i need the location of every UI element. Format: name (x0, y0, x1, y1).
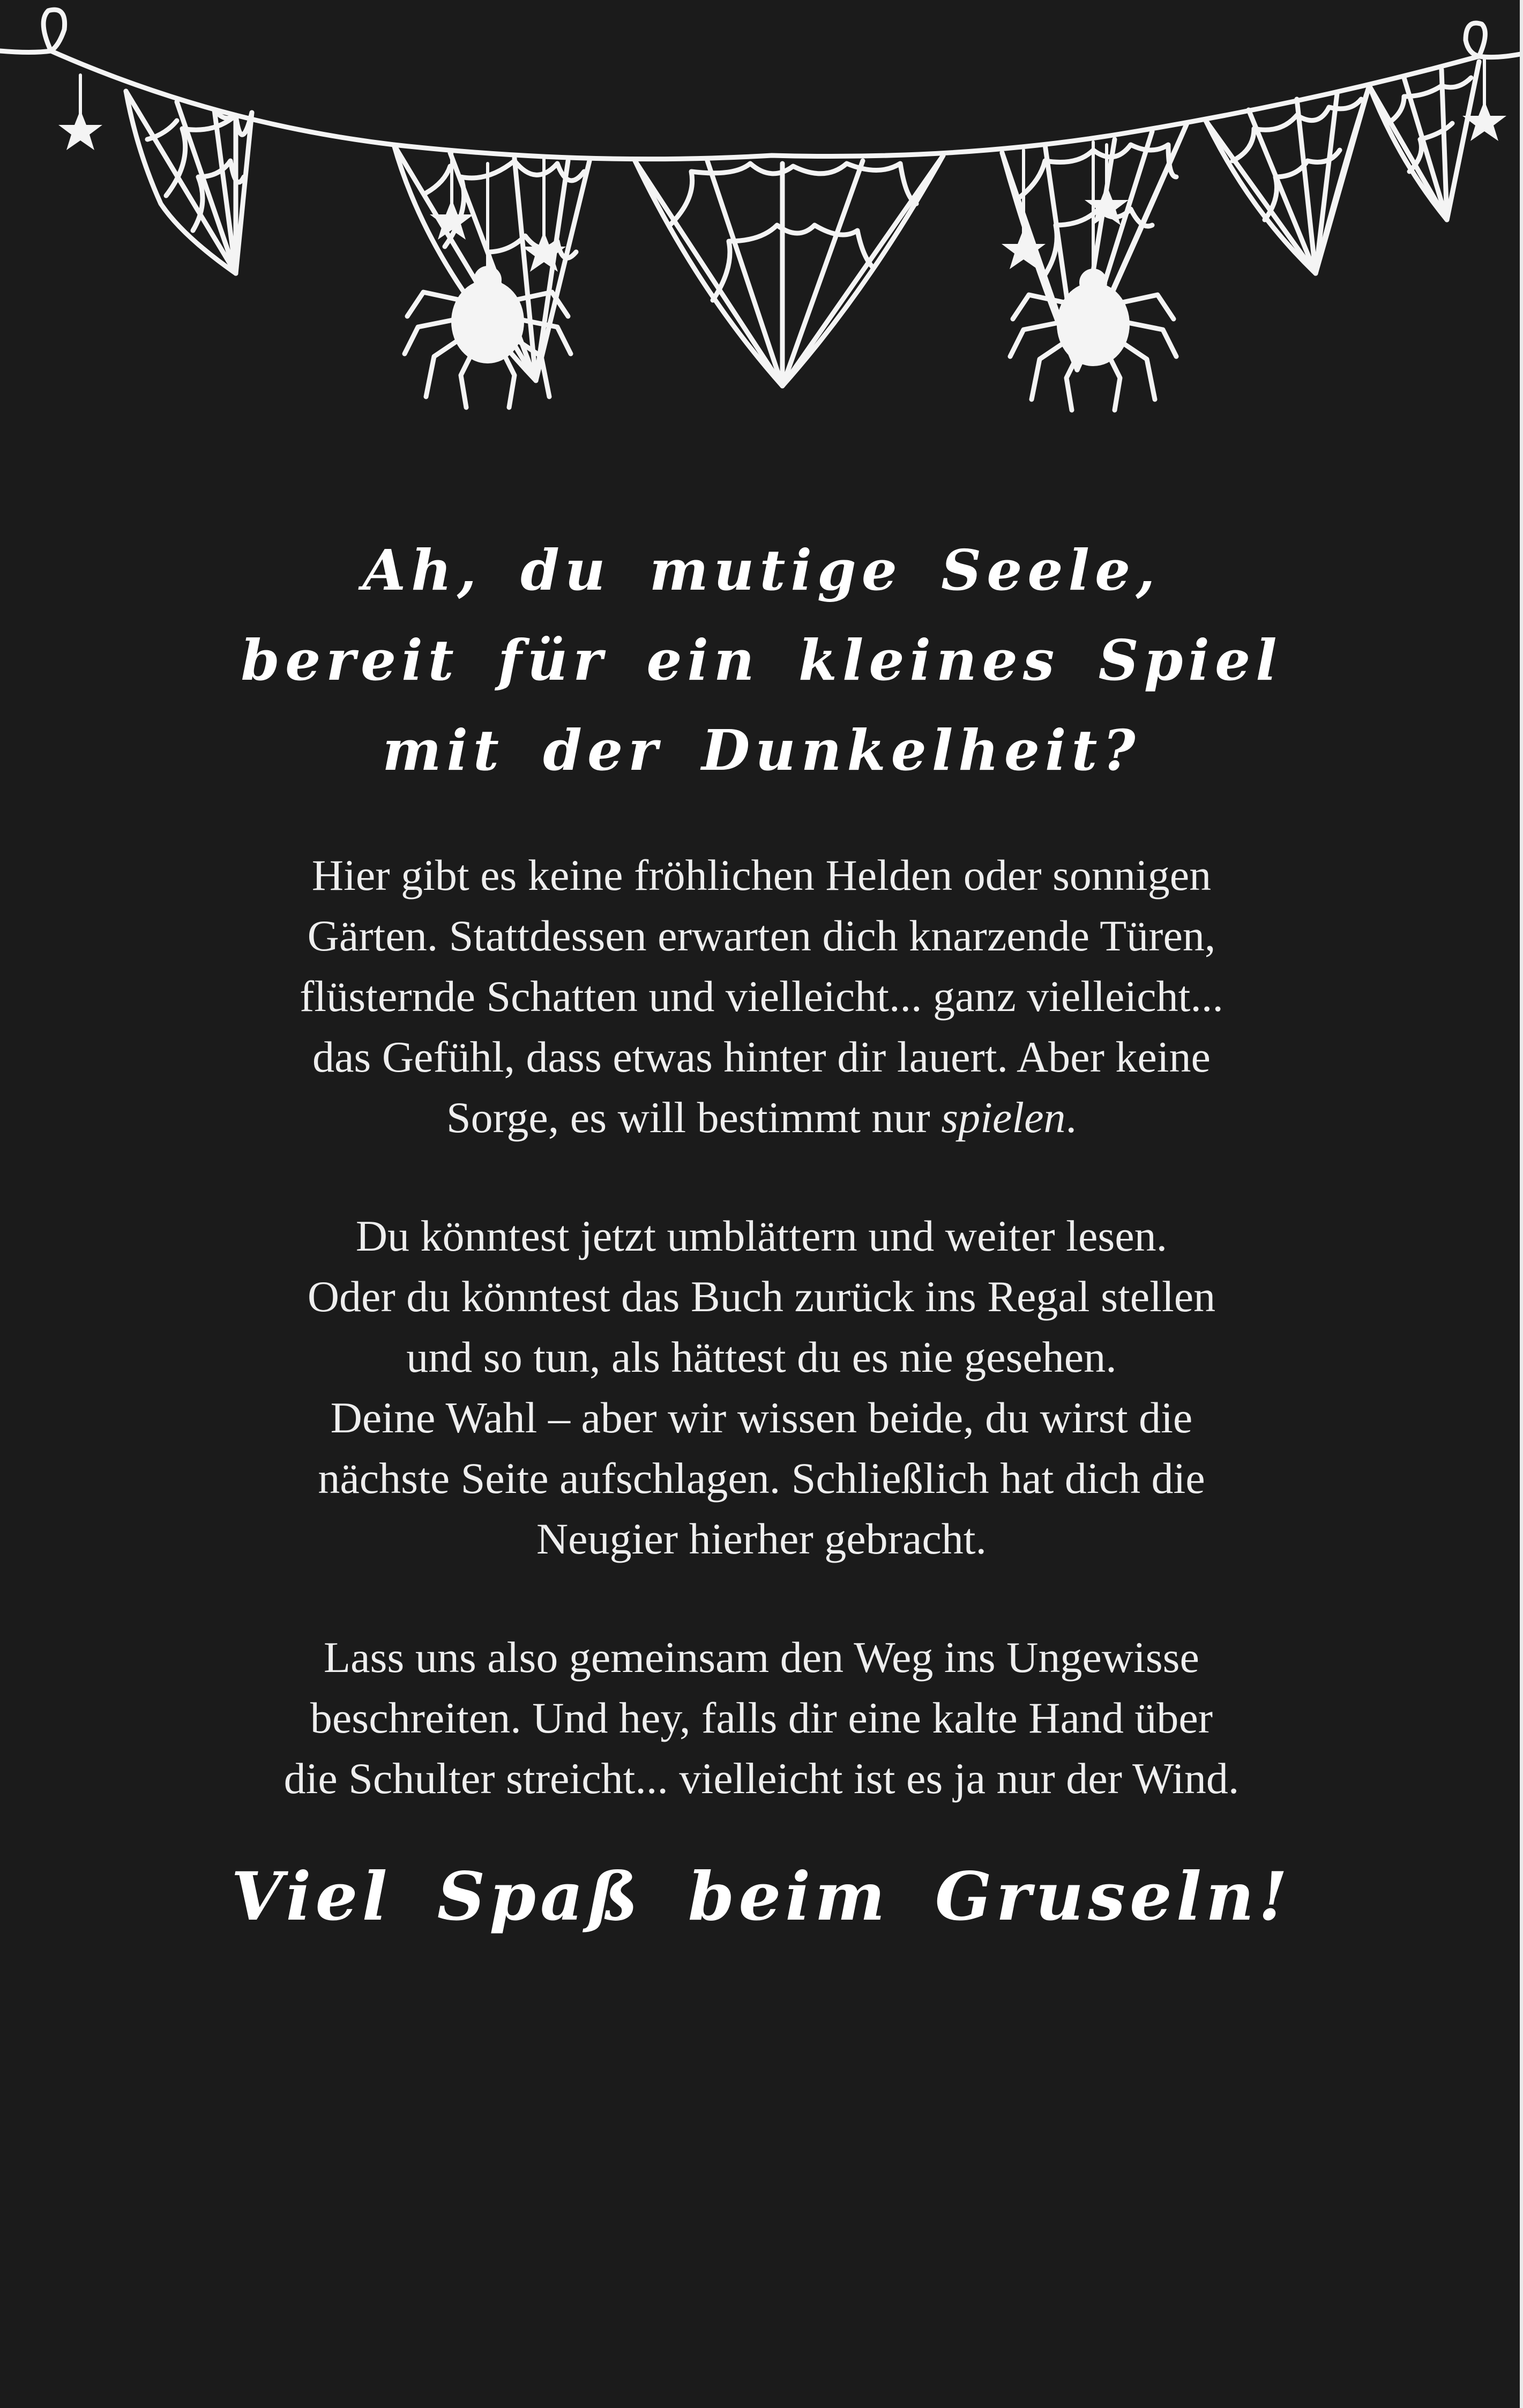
cobweb-garland (0, 0, 1523, 429)
closing-greeting: Viel Spaß beim Gruseln! (231, 1858, 1292, 1936)
text-line: das Gefühl, dass etwas hinter dir lauert. Aber keine (312, 1032, 1211, 1081)
string-loop-right-icon (1466, 23, 1523, 57)
text-line: nächste Seite aufschlagen. Schließlich hat dich die (318, 1454, 1205, 1503)
text-line: Hier gibt es keine fröhlichen Helden oder sonnigen (311, 851, 1212, 900)
spider-icon (1010, 269, 1176, 410)
text-fragment: Sorge, es will bestimmt nur (446, 1093, 942, 1142)
text-line: Gärten. Stattdessen erwarten dich knarzende Türen, (307, 911, 1216, 960)
text-line: Neugier hierher gebracht. (536, 1514, 987, 1563)
closing-paragraph (161, 1627, 1362, 1809)
text-line: Deine Wahl – aber wir wissen beide, du wirst die (330, 1393, 1193, 1442)
heading-line: bereit für ein kleines Spiel (241, 627, 1282, 693)
text-line: Lass uns also gemeinsam den Weg ins Ungewisse (324, 1633, 1199, 1682)
page-heading (161, 525, 1362, 796)
text-line: Oder du könntest das Buch zurück ins Regal stellen (307, 1272, 1216, 1321)
cobweb-icon (1369, 62, 1479, 220)
page-content (161, 525, 1362, 1943)
cobweb-icon (126, 91, 252, 273)
text-line: Du könntest jetzt umblättern und weiter lesen. (355, 1212, 1168, 1260)
text-line: die Schulter streicht... vielleicht ist es ja nur der Wind. (283, 1754, 1240, 1803)
text-line: flüsternde Schatten und vielleicht... ganz vielleicht... (300, 972, 1223, 1021)
emphasized-word: spielen (941, 1093, 1066, 1142)
star-icon (58, 110, 102, 150)
heading-line: mit der Dunkelheit? (382, 717, 1141, 783)
string-loop-left-icon (0, 10, 65, 52)
choice-paragraph (161, 1206, 1362, 1569)
star-icon (1085, 185, 1129, 225)
text-line: beschreiten. Und hey, falls dir eine kalte Hand über (310, 1693, 1213, 1742)
cobweb-icon (635, 155, 943, 386)
text-line (161, 1087, 1362, 1148)
page-edge (1520, 0, 1523, 2408)
garland-string (51, 51, 1479, 159)
text-fragment: . (1065, 1093, 1077, 1142)
intro-paragraph (161, 845, 1362, 1148)
heading-line: Ah, du mutige Seele, (362, 537, 1161, 603)
text-line: und so tun, als hättest du es nie gesehen. (406, 1333, 1117, 1381)
